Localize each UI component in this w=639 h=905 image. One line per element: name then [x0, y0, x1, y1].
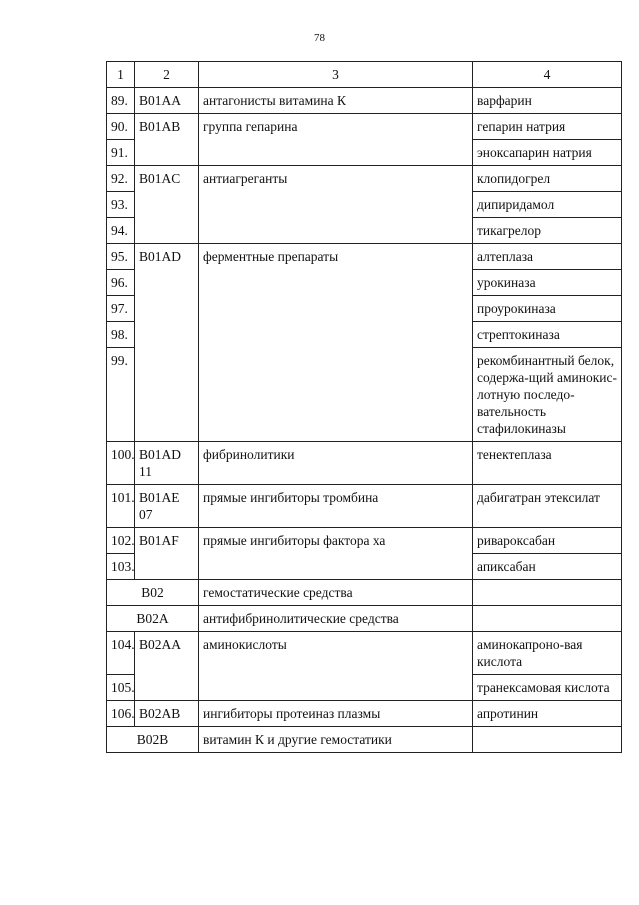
- header-col-4: 4: [473, 62, 622, 88]
- drug-name: тикагрелор: [473, 218, 622, 244]
- drug-name: апротинин: [473, 701, 622, 727]
- row-number: 99.: [107, 348, 135, 442]
- group-row: [107, 606, 622, 632]
- page-number: 78: [314, 32, 325, 44]
- drug-name: проурокиназа: [473, 296, 622, 322]
- group-name: ингибиторы протеиназ плазмы: [199, 701, 473, 727]
- drug-name: варфарин: [473, 88, 622, 114]
- atc-code: B01AF: [135, 528, 199, 580]
- drug-name: рекомбинантный белок, содержа-щий аминокис-лотную последо-вательность стафилокиназы: [473, 348, 622, 442]
- group-atc-code: B02B: [107, 727, 199, 753]
- group-atc-code: B02: [107, 580, 199, 606]
- group-name: гемостатические средства: [199, 580, 473, 606]
- group-name: фибринолитики: [199, 442, 473, 485]
- group-name: антагонисты витамина К: [199, 88, 473, 114]
- group-name: антиагреганты: [199, 166, 473, 244]
- group-name: прямые ингибиторы фактора ха: [199, 528, 473, 580]
- atc-code: B02AA: [135, 632, 199, 701]
- drug-name: урокиназа: [473, 270, 622, 296]
- drug-name: эноксапарин натрия: [473, 140, 622, 166]
- table-row: [107, 632, 622, 675]
- row-number: 101.: [107, 485, 135, 528]
- atc-code: B02AB: [135, 701, 199, 727]
- row-number: 106.: [107, 701, 135, 727]
- group-name: аминокислоты: [199, 632, 473, 701]
- table-row: [107, 114, 622, 140]
- row-number: 97.: [107, 296, 135, 322]
- group-row: [107, 580, 622, 606]
- table-header-row: [107, 62, 622, 88]
- row-number: 93.: [107, 192, 135, 218]
- drug-name: алтеплаза: [473, 244, 622, 270]
- empty-cell: [473, 580, 622, 606]
- drug-name: дабигатран этексилат: [473, 485, 622, 528]
- group-name: ферментные препараты: [199, 244, 473, 442]
- empty-cell: [473, 606, 622, 632]
- row-number: 100.: [107, 442, 135, 485]
- header-col-3: 3: [199, 62, 473, 88]
- row-number: 104.: [107, 632, 135, 675]
- drug-name: апиксабан: [473, 554, 622, 580]
- row-number: 105.: [107, 675, 135, 701]
- drug-name: аминокапроно-вая кислота: [473, 632, 622, 675]
- atc-code: B01AD 11: [135, 442, 199, 485]
- atc-code: B01AB: [135, 114, 199, 166]
- drug-classification-table: [106, 61, 622, 753]
- drug-name: транексамовая кислота: [473, 675, 622, 701]
- row-number: 92.: [107, 166, 135, 192]
- row-number: 90.: [107, 114, 135, 140]
- drug-name: ривароксабан: [473, 528, 622, 554]
- drug-name: гепарин натрия: [473, 114, 622, 140]
- atc-code: B01AA: [135, 88, 199, 114]
- group-row: [107, 727, 622, 753]
- row-number: 102.: [107, 528, 135, 554]
- table-row: [107, 485, 622, 528]
- group-name: витамин К и другие гемостатики: [199, 727, 473, 753]
- row-number: 103.: [107, 554, 135, 580]
- empty-cell: [473, 727, 622, 753]
- row-number: 91.: [107, 140, 135, 166]
- table-row: [107, 244, 622, 270]
- drug-name: дипиридамол: [473, 192, 622, 218]
- group-name: антифибринолитические средства: [199, 606, 473, 632]
- group-name: прямые ингибиторы тромбина: [199, 485, 473, 528]
- row-number: 98.: [107, 322, 135, 348]
- table-row: [107, 701, 622, 727]
- table-row: [107, 528, 622, 554]
- group-name: группа гепарина: [199, 114, 473, 166]
- row-number: 94.: [107, 218, 135, 244]
- row-number: 89.: [107, 88, 135, 114]
- group-atc-code: B02A: [107, 606, 199, 632]
- table-row: [107, 88, 622, 114]
- atc-code: B01AD: [135, 244, 199, 442]
- atc-code: B01AC: [135, 166, 199, 244]
- table-row: [107, 166, 622, 192]
- header-col-1: 1: [107, 62, 135, 88]
- header-col-2: 2: [135, 62, 199, 88]
- atc-code: B01AE 07: [135, 485, 199, 528]
- drug-name: клопидогрел: [473, 166, 622, 192]
- table-row: [107, 442, 622, 485]
- row-number: 95.: [107, 244, 135, 270]
- row-number: 96.: [107, 270, 135, 296]
- drug-name: стрептокиназа: [473, 322, 622, 348]
- drug-name: тенектеплаза: [473, 442, 622, 485]
